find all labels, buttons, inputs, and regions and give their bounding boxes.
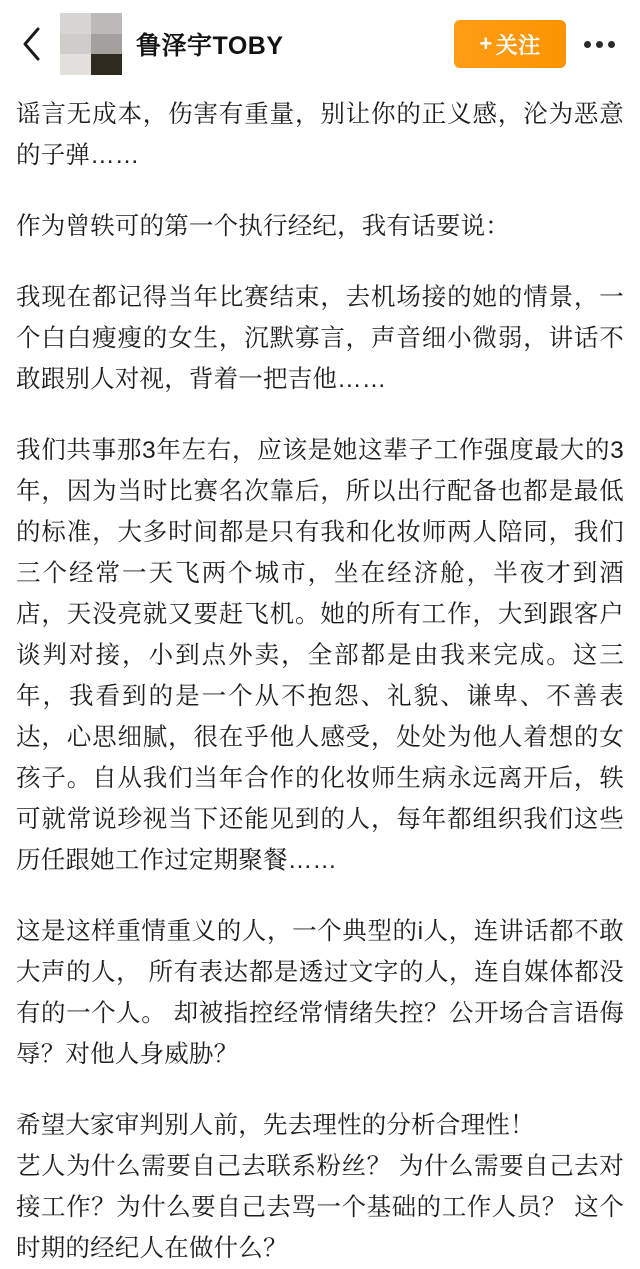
plus-icon: + — [479, 31, 493, 56]
avatar-pixel — [91, 54, 122, 75]
article-paragraph: 我们共事那3年左右，应该是她这辈子工作强度最大的3年，因为当时比赛名次靠后，所以出行配备也都是最低的标准，大多时间都是只有我和化妆师两人陪同，我们三个经常一天飞两个城市，坐在经济舱，半夜才到酒店，天没亮就又要赶飞机。她的所有工作，大到跟客户谈判对接，小到点外卖，全部都是由我来完成。这三年，我看到的是一个从不抱怨、礼貌、谦卑、不善表达，心思细腻，很在乎他人感受，处处为他人着想的女孩子。自从我们当年合作的化妆师生病永远离开后，轶可就常说珍视当下还能见到的人，每年都组织我们这些历任跟她工作过定期聚餐…… — [16, 437, 624, 874]
account-name: 鲁泽宇TOBY — [136, 32, 284, 60]
more-dots-icon — [608, 41, 615, 48]
back-button[interactable] — [10, 22, 54, 66]
more-options-button[interactable] — [576, 21, 622, 67]
article-paragraph: 希望大家审判别人前，先去理性的分析合理性！ — [16, 1112, 535, 1139]
article-paragraph: 我现在都记得当年比赛结束，去机场接的她的情景，一个白白瘦瘦的女生，沉默寡言，声音细小微弱，讲话不敢跟别人对视，背着一把吉他…… — [16, 284, 624, 393]
account-title — [122, 26, 454, 62]
article-paragraph: 艺人为什么需要自己去联系粉丝？ 为什么需要自己去对接工作？为什么要自己去骂一个基础的工作人员？ 这个时期的经纪人在做什么？ — [16, 1153, 624, 1262]
avatar[interactable] — [60, 13, 122, 75]
chevron-left-icon — [21, 26, 43, 62]
article-paragraph: 这是这样重情重义的人，一个典型的i人，连讲话都不敢大声的人， 所有表达都是透过文字的人，连自媒体都没有的一个人。 却被指控经常情绪失控？公开场合言语侮辱？对他人身威胁？ — [16, 918, 624, 1068]
avatar-pixel — [91, 13, 122, 34]
follow-button[interactable] — [454, 20, 566, 68]
avatar-pixel — [60, 54, 91, 75]
article-body — [0, 88, 640, 1262]
more-dots-icon — [584, 41, 591, 48]
page-header — [0, 0, 640, 88]
follow-button-label: 关注 — [495, 32, 541, 58]
article-paragraph: 谣言无成本，伤害有重量，别让你的正义感，沦为恶意的子弹…… — [16, 101, 624, 169]
avatar-pixel — [91, 34, 122, 55]
article-paragraph: 作为曾轶可的第一个执行经纪，我有话要说： — [16, 213, 510, 240]
avatar-pixel — [60, 13, 91, 34]
avatar-pixel — [60, 34, 91, 55]
more-dots-icon — [596, 41, 603, 48]
